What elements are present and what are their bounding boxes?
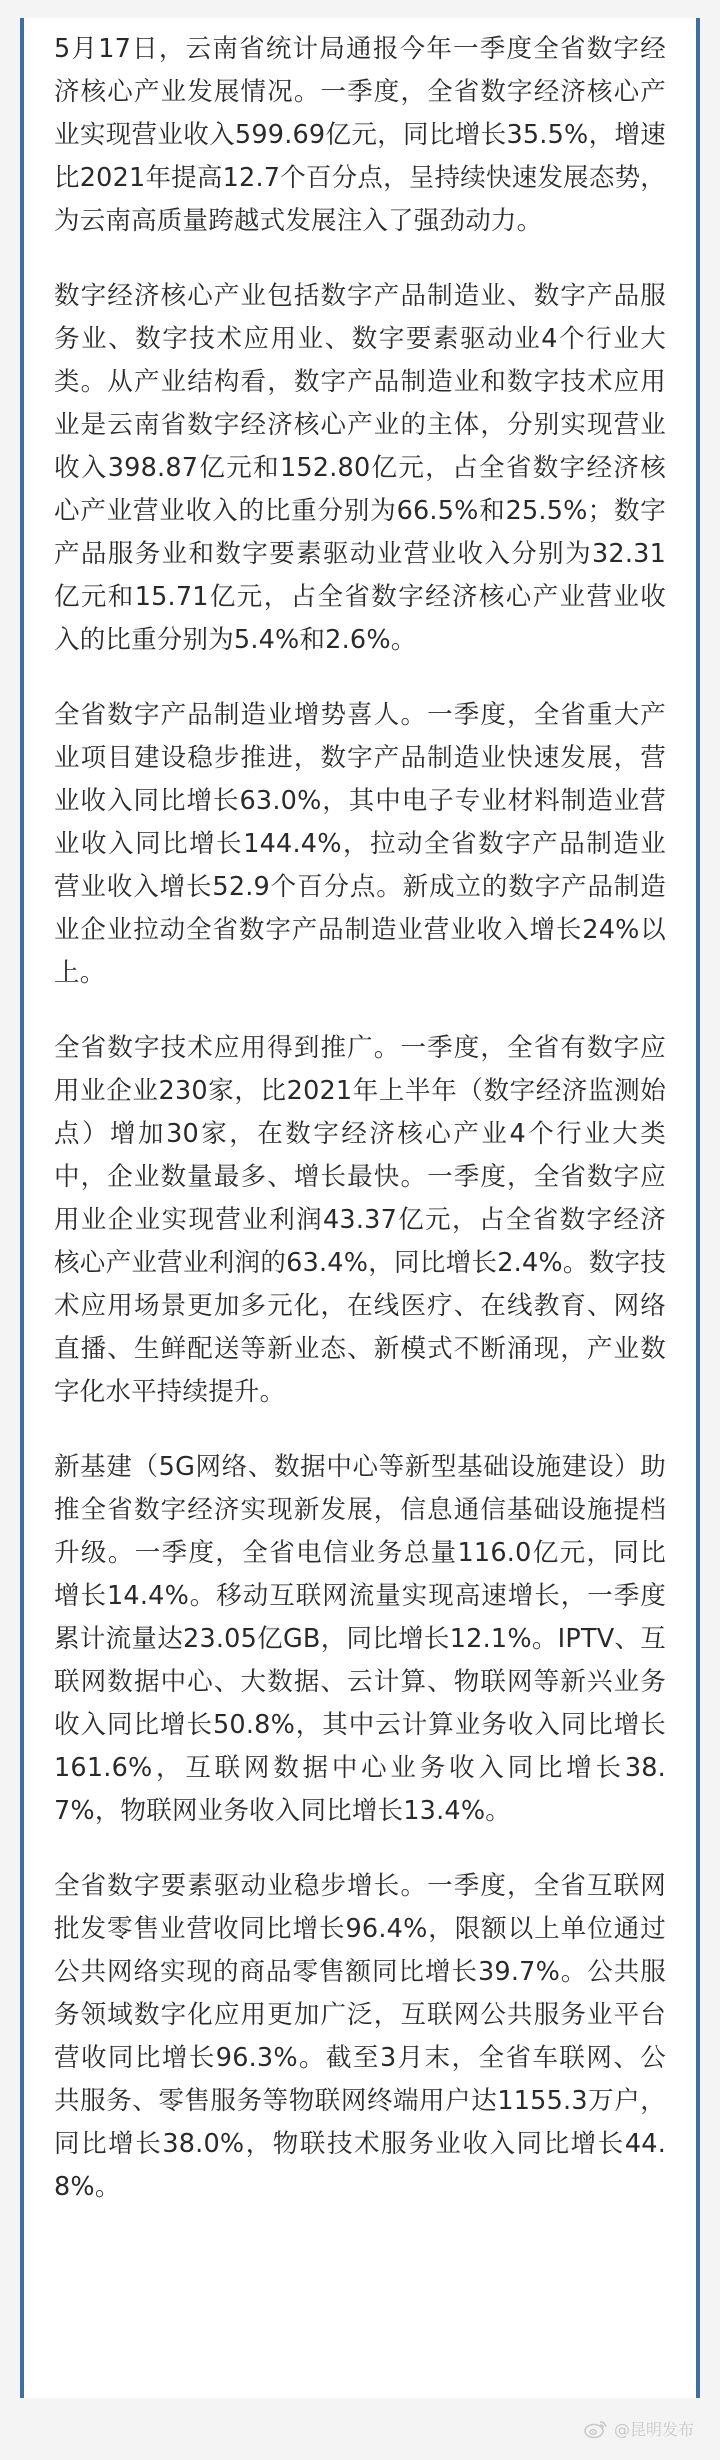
- paragraph-4: 全省数字技术应用得到推广。一季度，全省有数字应用业企业230家，比2021年上半年（数字经济监测始点）增加30家，在数字经济核心产业4个行业大类中，企业数量最多、增长最快。一季度，全省数字应用业企业实现营业利润43.37亿元，占全省数字经济核心产业营业利润的63.4%，同比增长2.4%。数字技术应用场景更加多元化，在线医疗、在线教育、网络直播、生鲜配送等新业态、新模式不断涌现，产业数字化水平持续提升。: [54, 1033, 666, 1407]
- watermark-text: @昆明发布: [613, 2420, 694, 2439]
- paragraph-6: 全省数字要素驱动业稳步增长。一季度，全省互联网批发零售业营收同比增长96.4%，限额以上单位通过公共网络实现的商品零售额同比增长39.7%。公共服务领域数字化应用更加广泛，互联网公共服务业平台营收同比增长96.3%。截至3月末，全省车联网、公共服务、零售服务等物联网终端用户达1155.3万户，同比增长38.0%，物联技术服务业收入同比增长44.8%。: [54, 1871, 666, 2202]
- watermark: [584, 2417, 694, 2440]
- article-frame: [20, 18, 700, 2398]
- paragraph-5: 新基建（5G网络、数据中心等新型基础设施建设）助推全省数字经济实现新发展，信息通信基础设施提档升级。一季度，全省电信业务总量116.0亿元，同比增长14.4%。移动互联网流量实现高速增长，一季度累计流量达23.05亿GB，同比增长12.1%。IPTV、互联网数据中心、大数据、云计算、物联网等新兴业务收入同比增长50.8%，其中云计算业务收入同比增长161.6%，互联网数据中心业务收入同比增长38.7%，物联网业务收入同比增长13.4%。: [54, 1452, 666, 1826]
- paragraph-2: 数字经济核心产业包括数字产品制造业、数字产品服务业、数字技术应用业、数字要素驱动业4个行业大类。从产业结构看，数字产品制造业和数字技术应用业是云南省数字经济核心产业的主体，分别实现营业收入398.87亿元和152.80亿元，占全省数字经济核心产业营业收入的比重分别为66.5%和25.5%；数字产品服务业和数字要素驱动业营业收入分别为32.31亿元和15.71亿元，占全省数字经济核心产业营业收入的比重分别为5.4%和2.6%。: [54, 281, 666, 655]
- weibo-icon: [584, 2419, 608, 2439]
- paragraph-1: 5月17日，云南省统计局通报今年一季度全省数字经济核心产业发展情况。一季度，全省数字经济核心产业实现营业收入599.69亿元，同比增长35.5%，增速比2021年提高12.7个百分点，呈持续快速发展态势，为云南高质量跨越式发展注入了强劲动力。: [54, 34, 666, 236]
- paragraph-3: 全省数字产品制造业增势喜人。一季度，全省重大产业项目建设稳步推进，数字产品制造业快速发展，营业收入同比增长63.0%，其中电子专业材料制造业营业收入同比增长144.4%，拉动全省数字产品制造业营业收入增长52.9个百分点。新成立的数字产品制造业企业拉动全省数字产品制造业营业收入增长24%以上。: [54, 700, 666, 988]
